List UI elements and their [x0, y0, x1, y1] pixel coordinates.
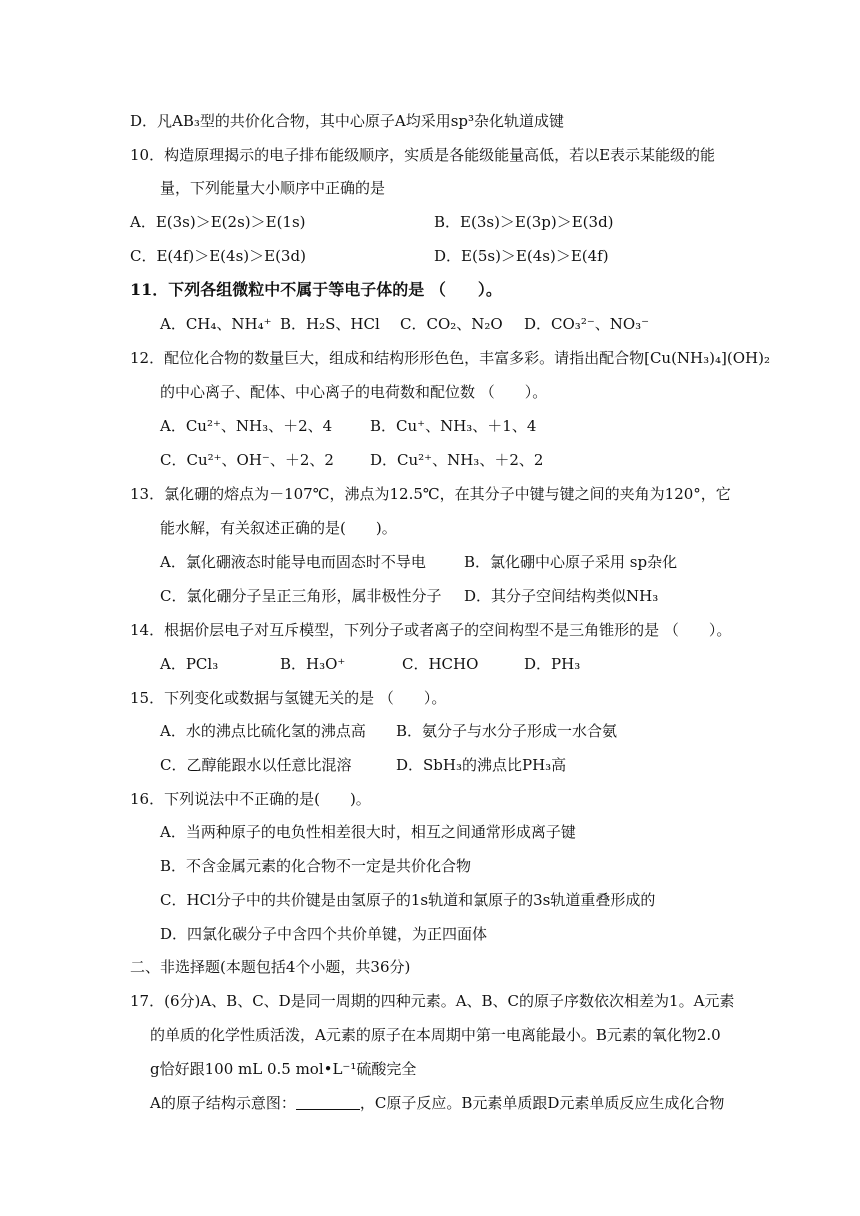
q11-option-b: B．H₂S、HCl — [280, 315, 380, 333]
q17-line1: 17．(6分)A、B、C、D是同一周期的四种元素。A、B、C的原子序数依次相差为1。A元素 — [130, 992, 735, 1010]
q11-stem: 11．下列各组微粒中不属于等电子体的是 （ ）。 — [130, 280, 502, 299]
q16-option-c: C．HCl分子中的共价键是由氢原子的1s轨道和氯原子的3s轨道重叠形成的 — [160, 891, 656, 909]
q12-option-c: C．Cu²⁺、OH⁻、＋2、2 — [160, 451, 334, 469]
q14-option-a: A．PCl₃ — [160, 655, 219, 673]
q15-stem: 15．下列变化或数据与氢键无关的是 （ ）。 — [130, 689, 447, 707]
q15-option-d: D．SbH₃的沸点比PH₃高 — [396, 756, 567, 774]
q10-option-d: D．E(5s)＞E(4s)＞E(4f) — [434, 247, 609, 265]
q10-stem-line1: 10．构造原理揭示的电子排布能级顺序，实质是各能级能量高低，若以E表示某能级的能 — [130, 146, 716, 164]
q13-option-b: B．氯化硼中心原子采用 sp杂化 — [464, 553, 678, 571]
q14-stem: 14．根据价层电子对互斥模型，下列分子或者离子的空间构型不是三角锥形的是 （ ）。 — [130, 621, 732, 639]
q12-option-b: B．Cu⁺、NH₃、＋1、4 — [370, 417, 537, 435]
q10-option-b: B．E(3s)＞E(3p)＞E(3d) — [434, 213, 614, 231]
q12-option-d: D．Cu²⁺、NH₃、＋2、2 — [370, 451, 544, 469]
q10-stem-line2: 量，下列能量大小顺序中正确的是 — [160, 179, 386, 197]
q14-option-c: C．HCHO — [402, 655, 479, 673]
q13-option-d: D．其分子空间结构类似NH₃ — [464, 587, 659, 605]
q16-option-d: D．四氯化碳分子中含四个共价单键，为正四面体 — [160, 925, 488, 943]
q9-option-d: D．凡AB₃型的共价化合物，其中心原子A均采用sp³杂化轨道成键 — [130, 112, 565, 130]
q10-option-c: C．E(4f)＞E(4s)＞E(3d) — [130, 247, 306, 265]
q17-line3: g恰好跟100 mL 0.5 mol•L⁻¹硫酸完全 — [150, 1060, 417, 1078]
q15-option-c: C．乙醇能跟水以任意比混溶 — [160, 756, 352, 774]
q12-option-a: A．Cu²⁺、NH₃、＋2、4 — [160, 417, 333, 435]
q16-option-a: A．当两种原子的电负性相差很大时，相互之间通常形成离子键 — [160, 823, 576, 841]
q12-stem-line2: 的中心离子、配体、中心离子的电荷数和配位数 （ ）。 — [160, 383, 548, 401]
q15-option-b: B．氨分子与水分子形成一水合氨 — [396, 722, 618, 740]
q11-option-d: D．CO₃²⁻、NO₃⁻ — [524, 315, 650, 333]
section-2-heading: 二、非选择题(本题包括4个小题，共36分) — [130, 958, 411, 976]
q14-option-b: B．H₃O⁺ — [280, 655, 346, 673]
q16-option-b: B．不含金属元素的化合物不一定是共价化合物 — [160, 857, 472, 875]
q17-line2: 的单质的化学性质活泼，A元素的原子在本周期中第一电离能最小。B元素的氧化物2.0 — [150, 1026, 721, 1044]
q13-stem-line1: 13．氯化硼的熔点为－107℃，沸点为12.5℃，在其分子中键与键之间的夹角为120°，它 — [130, 485, 731, 503]
q10-option-a: A．E(3s)＞E(2s)＞E(1s) — [130, 213, 306, 231]
q13-option-c: C．氯化硼分子呈正三角形，属非极性分子 — [160, 587, 442, 605]
q13-option-a: A．氯化硼液态时能导电而固态时不导电 — [160, 553, 426, 571]
q11-option-a: A．CH₄、NH₄⁺ — [160, 315, 272, 333]
q17-line4-prefix: A的原子结构示意图： — [150, 1094, 296, 1112]
q17-line4-suffix: ，C原子反应。B元素单质跟D元素单质反应生成化合物 — [359, 1094, 725, 1112]
q16-stem: 16．下列说法中不正确的是( )。 — [130, 790, 371, 808]
q12-stem-line1: 12．配位化合物的数量巨大，组成和结构形形色色，丰富多彩。请指出配合物[Cu(NH₃)₄](OH)₂ — [130, 349, 770, 367]
q14-option-d: D．PH₃ — [524, 655, 581, 673]
q11-option-c: C．CO₂、N₂O — [400, 315, 503, 333]
answer-blank[interactable] — [296, 1095, 360, 1110]
q15-option-a: A．水的沸点比硫化氢的沸点高 — [160, 722, 366, 740]
q13-stem-line2: 能水解，有关叙述正确的是( )。 — [160, 519, 397, 537]
q17-line4 — [150, 1093, 724, 1113]
